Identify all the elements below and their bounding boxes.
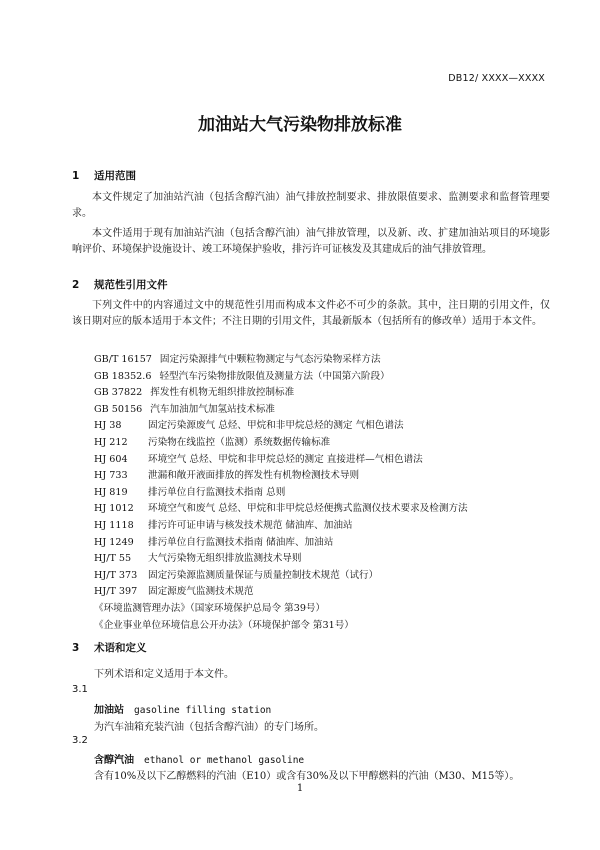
ref-title: 泄漏和敞开液面排放的挥发性有机物检测技术导则 (148, 470, 360, 482)
section-3-intro: 下列术语和定义适用于本文件。 (94, 669, 234, 680)
ref-title: 大气污染物无组织排放监测技术导则 (148, 553, 302, 565)
section-3-number: 3 (72, 642, 80, 654)
list-item (94, 468, 468, 485)
list-item (94, 402, 468, 419)
page-number: 1 (296, 783, 304, 794)
list-item (94, 501, 468, 518)
section-1-number: 1 (72, 170, 80, 182)
list-item (94, 418, 468, 435)
list-item (94, 369, 468, 386)
list-item (94, 485, 468, 502)
ref-code: GB 18352.6 (94, 370, 152, 382)
reference-list (94, 352, 468, 634)
section-1-paragraph-1: 本文件规定了加油站汽油（包括含醇汽油）油气排放控制要求、排放限值要求、监测要求和监督管理要求。 (72, 192, 550, 219)
ref-title: 挥发性有机物无组织排放控制标准 (150, 387, 295, 399)
term-2-definition: 含有10%及以下乙醇燃料的汽油（E10）或含有30%及以下甲醇燃料的汽油（M30、M15等）。 (94, 771, 520, 782)
ref-code: HJ 819 (94, 486, 128, 498)
ref-code: HJ/T 55 (94, 553, 132, 565)
list-item (94, 618, 468, 635)
ref-code: HJ 604 (94, 453, 128, 465)
ref-code: HJ/T 373 (94, 569, 138, 581)
ref-code: HJ 212 (94, 436, 128, 448)
section-1-heading (72, 168, 136, 183)
term-2-id: 3.2 (72, 735, 88, 746)
term-1-name-en: gasoline filling station (134, 705, 272, 716)
ref-title: 排污单位自行监测技术指南 储油库、加油站 (148, 536, 334, 548)
ref-title: 排污许可证申请与核发技术规范 储油库、加油站 (148, 519, 353, 531)
section-3-heading (72, 640, 147, 655)
list-item (94, 385, 468, 402)
list-item (94, 601, 468, 618)
ref-title: 环境空气和废气 总烃、甲烷和非甲烷总烃便携式监测仪技术要求及检测方法 (148, 503, 468, 515)
ref-code: GB 50156 (94, 403, 143, 415)
list-item (94, 551, 468, 568)
section-1-title: 适用范围 (94, 170, 136, 182)
ref-code: HJ 1012 (94, 503, 134, 515)
section-2-title: 规范性引用文件 (94, 279, 168, 291)
term-1-definition: 为汽车油箱充装汽油（包括含醇汽油）的专门场所。 (94, 722, 324, 733)
ref-title: 固定污染源废气 总烃、甲烷和非甲烷总烃的测定 气相色谱法 (148, 420, 404, 432)
list-item (94, 568, 468, 585)
ref-code: HJ 38 (94, 420, 122, 432)
ref-title: 固定污染源监测质量保证与质量控制技术规范（试行） (148, 569, 379, 581)
term-2-name-en: ethanol or methanol gasoline (144, 755, 305, 766)
ref-title: 《企业事业单位环境信息公开办法》（环境保护部令 第31号） (94, 619, 354, 631)
list-item (94, 435, 468, 452)
page-title: 加油站大气污染物排放标准 (198, 115, 402, 135)
section-1-paragraph-2: 本文件适用于现有加油站汽油（包括含醇汽油）油气排放管理，以及新、改、扩建加油站项目的环境影响评价、环境保护设施设计、竣工环境保护验收，排污许可证核发及其建成后的油气排放管理。 (72, 228, 550, 255)
ref-title: 污染物在线监控（监测）系统数据传输标准 (148, 436, 331, 448)
ref-title: 轻型汽车污染物排放限值及测量方法（中国第六阶段） (159, 370, 390, 382)
list-item (94, 352, 468, 369)
section-3-title: 术语和定义 (94, 642, 147, 654)
term-2-name (94, 751, 304, 766)
ref-title: 固定污染源排气中颗粒物测定与气态污染物采样方法 (159, 354, 381, 365)
ref-code: GB/T 16157 (94, 354, 152, 365)
term-2-name-cn: 含醇汽油 (94, 755, 134, 766)
ref-title: 固定源废气监测技术规范 (148, 586, 254, 598)
list-item (94, 518, 468, 535)
ref-title: 排污单位自行监测技术指南 总则 (148, 486, 286, 498)
term-1-id: 3.1 (72, 684, 88, 695)
term-1-name (94, 701, 271, 716)
list-item (94, 452, 468, 469)
ref-title: 《环境监测管理办法》（国家环境保护总局令 第39号） (94, 602, 326, 614)
ref-code: HJ 733 (94, 470, 128, 482)
ref-code: HJ/T 397 (94, 586, 138, 598)
ref-code: HJ 1118 (94, 519, 134, 531)
section-2-number: 2 (72, 279, 80, 291)
list-item (94, 584, 468, 601)
ref-code: GB 37822 (94, 387, 143, 399)
section-2-heading (72, 277, 168, 292)
section-2-intro: 下列文件中的内容通过文中的规范性引用而构成本文件必不可少的条款。其中，注日期的引用文件，仅该日期对应的版本适用于本文件；不注日期的引用文件，其最新版本（包括所有的修改单）适用于本文件。 (72, 300, 550, 327)
ref-title: 汽车加油加气加氢站技术标准 (150, 403, 276, 415)
ref-code: HJ 1249 (94, 536, 134, 548)
list-item (94, 535, 468, 552)
term-1-name-cn: 加油站 (94, 705, 124, 716)
ref-title: 环境空气 总烃、甲烷和非甲烷总烃的测定 直接进样—气相色谱法 (148, 453, 423, 465)
document-code: DB12/ XXXX—XXXX (448, 73, 545, 84)
